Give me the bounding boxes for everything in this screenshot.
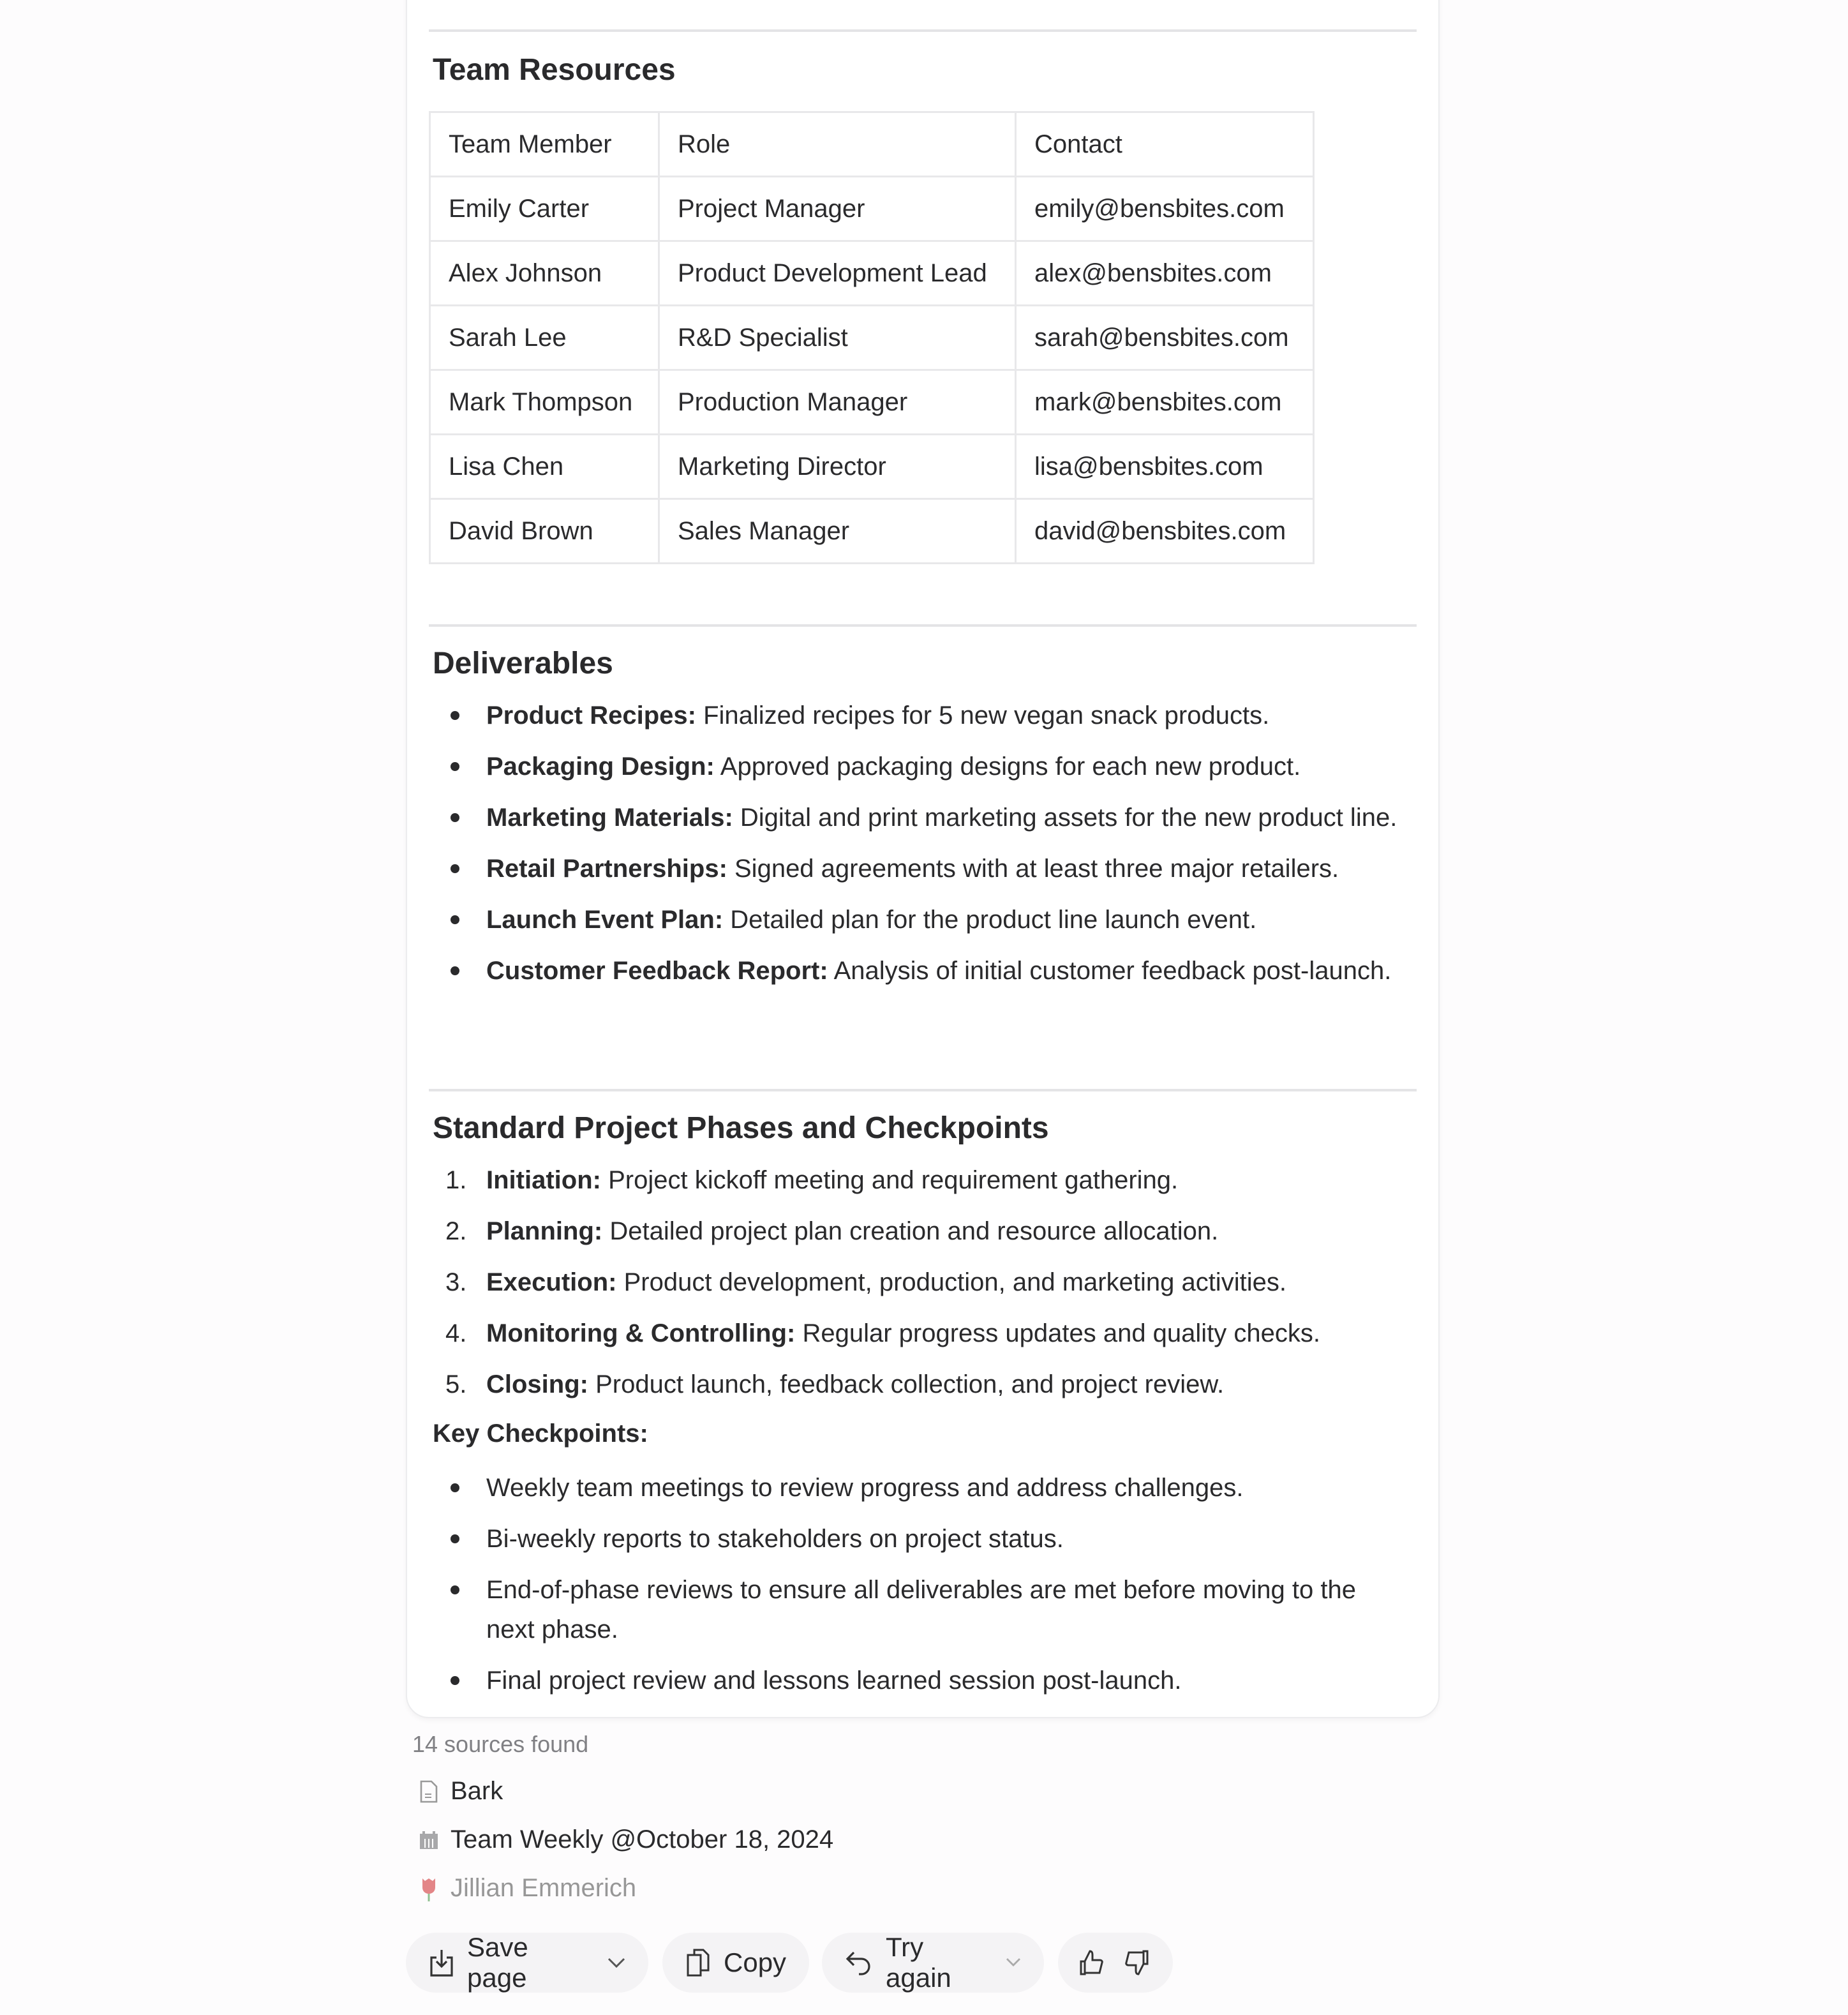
item-text: Approved packaging designs for each new product. xyxy=(714,753,1301,781)
table-cell: alex@bensbites.com xyxy=(1016,241,1314,306)
divider xyxy=(429,624,1417,627)
table-cell: Production Manager xyxy=(659,370,1016,435)
item-text: Detailed project plan creation and resource allocation. xyxy=(602,1217,1219,1245)
item-number: 5. xyxy=(445,1370,467,1398)
divider xyxy=(429,29,1417,32)
divider xyxy=(429,1089,1417,1091)
save-page-label: Save page xyxy=(467,1932,528,1993)
save-page-button[interactable] xyxy=(406,1933,648,1993)
table-cell: Sarah Lee xyxy=(430,306,659,370)
list-item xyxy=(433,849,1403,888)
list-item: End-of-phase reviews to ensure all deliverables are met before moving to the next phase. xyxy=(433,1570,1403,1649)
item-number: 2. xyxy=(445,1217,467,1245)
table-cell: Sales Manager xyxy=(659,499,1016,564)
table-cell: David Brown xyxy=(430,499,659,564)
table-cell: lisa@bensbites.com xyxy=(1016,435,1314,499)
table-row xyxy=(430,177,1314,241)
feedback-buttons xyxy=(1058,1933,1173,1993)
try-again-button[interactable] xyxy=(822,1933,1044,1993)
section-heading: Deliverables xyxy=(433,647,613,680)
deliverables-list xyxy=(433,696,1403,1002)
table-cell: Project Manager xyxy=(659,177,1016,241)
section-heading: Team Resources xyxy=(433,53,676,87)
item-label: Customer Feedback Report: xyxy=(486,957,828,985)
item-label: Execution: xyxy=(486,1268,617,1296)
item-text: Detailed plan for the product line launch event. xyxy=(723,906,1257,934)
list-item xyxy=(433,1160,1403,1200)
table-cell: Lisa Chen xyxy=(430,435,659,499)
item-label: Planning: xyxy=(486,1217,603,1245)
item-label: Closing: xyxy=(486,1370,588,1398)
list-item xyxy=(433,951,1403,991)
list-item: Final project review and lessons learned session post-launch. xyxy=(433,1661,1403,1700)
item-number: 4. xyxy=(445,1319,467,1347)
list-item: Bi-weekly reports to stakeholders on project status. xyxy=(433,1519,1403,1559)
item-number: 1. xyxy=(445,1166,467,1194)
undo-icon xyxy=(845,1949,873,1977)
item-label: Product Recipes: xyxy=(486,701,696,730)
table-header-row xyxy=(430,112,1314,177)
list-item xyxy=(433,1365,1403,1404)
table-cell: david@bensbites.com xyxy=(1016,499,1314,564)
item-text: Analysis of initial customer feedback post-launch. xyxy=(828,957,1392,985)
item-label: Initiation: xyxy=(486,1166,601,1194)
item-label: Packaging Design: xyxy=(486,753,715,781)
sources-count: 14 sources found xyxy=(412,1731,589,1757)
try-again-label: Try again xyxy=(886,1932,951,1993)
checkpoints-list xyxy=(433,1468,1403,1712)
item-text: Project kickoff meeting and requirement gathering. xyxy=(600,1166,1179,1194)
item-label: Monitoring & Controlling: xyxy=(486,1319,796,1347)
calendar-icon xyxy=(419,1829,439,1852)
table-cell: mark@bensbites.com xyxy=(1016,370,1314,435)
list-item xyxy=(433,1262,1403,1302)
item-text: Digital and print marketing assets for the new product line. xyxy=(733,804,1397,832)
item-label: Launch Event Plan: xyxy=(486,906,724,934)
copy-button[interactable] xyxy=(662,1933,809,1993)
list-item xyxy=(433,696,1403,735)
table-row xyxy=(430,435,1314,499)
list-item xyxy=(433,900,1403,940)
table-row xyxy=(430,306,1314,370)
table-cell: sarah@bensbites.com xyxy=(1016,306,1314,370)
table-row xyxy=(430,499,1314,564)
item-text: Regular progress updates and quality checks. xyxy=(795,1319,1321,1347)
source-label: Bark xyxy=(451,1777,503,1805)
key-checkpoints-heading: Key Checkpoints: xyxy=(433,1419,648,1448)
item-label: Marketing Materials: xyxy=(486,804,733,832)
item-number: 3. xyxy=(445,1268,467,1296)
section-heading: Standard Project Phases and Checkpoints xyxy=(433,1111,1049,1145)
copy-icon xyxy=(685,1947,711,1978)
source-item[interactable] xyxy=(419,1874,636,1903)
list-item xyxy=(433,1314,1403,1353)
table-cell: emily@bensbites.com xyxy=(1016,177,1314,241)
document-icon xyxy=(419,1780,439,1803)
item-text: Finalized recipes for 5 new vegan snack products. xyxy=(696,701,1270,730)
response-card xyxy=(406,0,1440,1718)
phases-list xyxy=(433,1160,1403,1416)
thumbs-up-icon[interactable] xyxy=(1078,1949,1104,1977)
copy-label: Copy xyxy=(724,1947,787,1977)
list-item: Weekly team meetings to review progress and address challenges. xyxy=(433,1468,1403,1508)
item-text: Product development, production, and marketing activities. xyxy=(616,1268,1286,1296)
column-header: Team Member xyxy=(430,112,659,177)
chevron-down-icon[interactable] xyxy=(607,1956,625,1969)
list-item xyxy=(433,747,1403,786)
table-cell: R&D Specialist xyxy=(659,306,1016,370)
source-label: Team Weekly @October 18, 2024 xyxy=(451,1825,834,1854)
table-row xyxy=(430,241,1314,306)
list-item xyxy=(433,798,1403,837)
download-icon xyxy=(429,1947,454,1978)
item-label: Retail Partnerships: xyxy=(486,855,727,883)
source-item[interactable] xyxy=(419,1825,833,1854)
column-header: Role xyxy=(659,112,1016,177)
rose-icon xyxy=(419,1876,439,1901)
team-table xyxy=(429,111,1315,564)
source-item[interactable] xyxy=(419,1777,503,1806)
column-header: Contact xyxy=(1016,112,1314,177)
table-row xyxy=(430,370,1314,435)
source-label: Jillian Emmerich xyxy=(451,1874,637,1902)
thumbs-down-icon[interactable] xyxy=(1124,1949,1150,1977)
item-text: Signed agreements with at least three major retailers. xyxy=(727,855,1339,883)
item-text: Product launch, feedback collection, and project review. xyxy=(588,1370,1225,1398)
table-cell: Product Development Lead xyxy=(659,241,1016,306)
chevron-down-icon[interactable] xyxy=(1006,1958,1021,1968)
table-cell: Alex Johnson xyxy=(430,241,659,306)
list-item xyxy=(433,1211,1403,1251)
table-cell: Emily Carter xyxy=(430,177,659,241)
table-cell: Mark Thompson xyxy=(430,370,659,435)
table-cell: Marketing Director xyxy=(659,435,1016,499)
